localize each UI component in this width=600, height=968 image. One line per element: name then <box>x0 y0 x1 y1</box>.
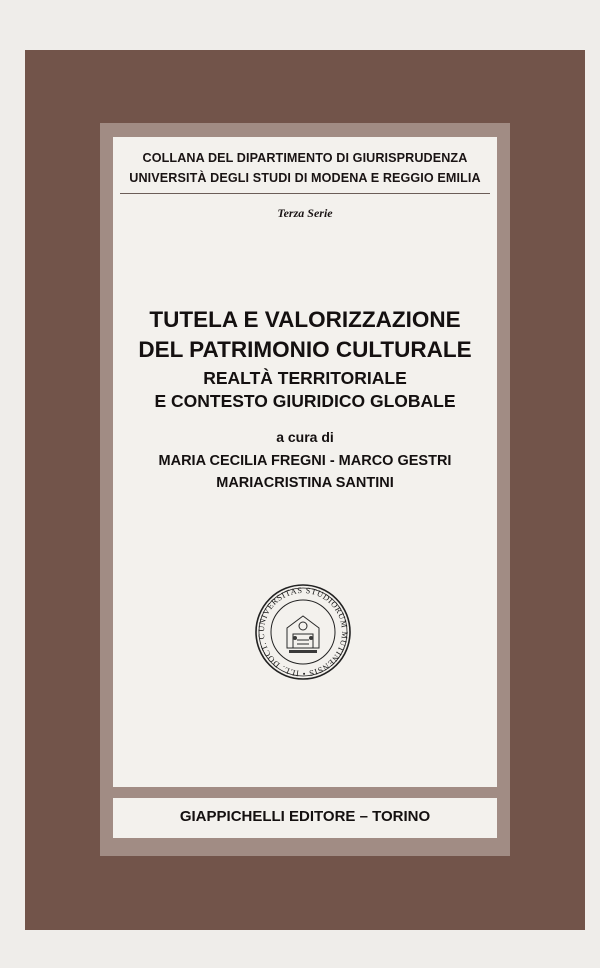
book-subtitle-line-1: REALTÀ TERRITORIALE <box>203 368 407 388</box>
university-name: UNIVERSITÀ DEGLI STUDI DI MODENA E REGGIO EMILIA <box>129 171 481 185</box>
book-subtitle-line-2: E CONTESTO GIURIDICO GLOBALE <box>154 391 456 411</box>
book-title-line-1: TUTELA E VALORIZZAZIONE <box>149 307 461 332</box>
book-subtitle <box>113 367 497 413</box>
editors-line-1: MARIA CECILIA FREGNI - MARCO GESTRI <box>158 453 452 469</box>
series-header <box>113 148 497 188</box>
seal-inscription: UNIVERSITAS STUDIORUM MUTINENSIS • ILL. DOCT. C <box>256 585 350 679</box>
publisher-name: GIAPPICHELLI EDITORE – TORINO <box>179 808 431 825</box>
series-divider <box>120 193 490 194</box>
series-tag: Terza Serie <box>277 206 333 220</box>
book-title-line-2: DEL PATRIMONIO CULTURALE <box>138 337 472 362</box>
editors-line-2: MARIACRISTINA SANTINI <box>216 475 394 491</box>
editor-note: a cura di <box>276 429 334 445</box>
series-name: COLLANA DEL DIPARTIMENTO DI GIURISPRUDENZA <box>142 151 468 165</box>
university-seal-icon <box>253 582 353 682</box>
title-block <box>113 305 497 494</box>
